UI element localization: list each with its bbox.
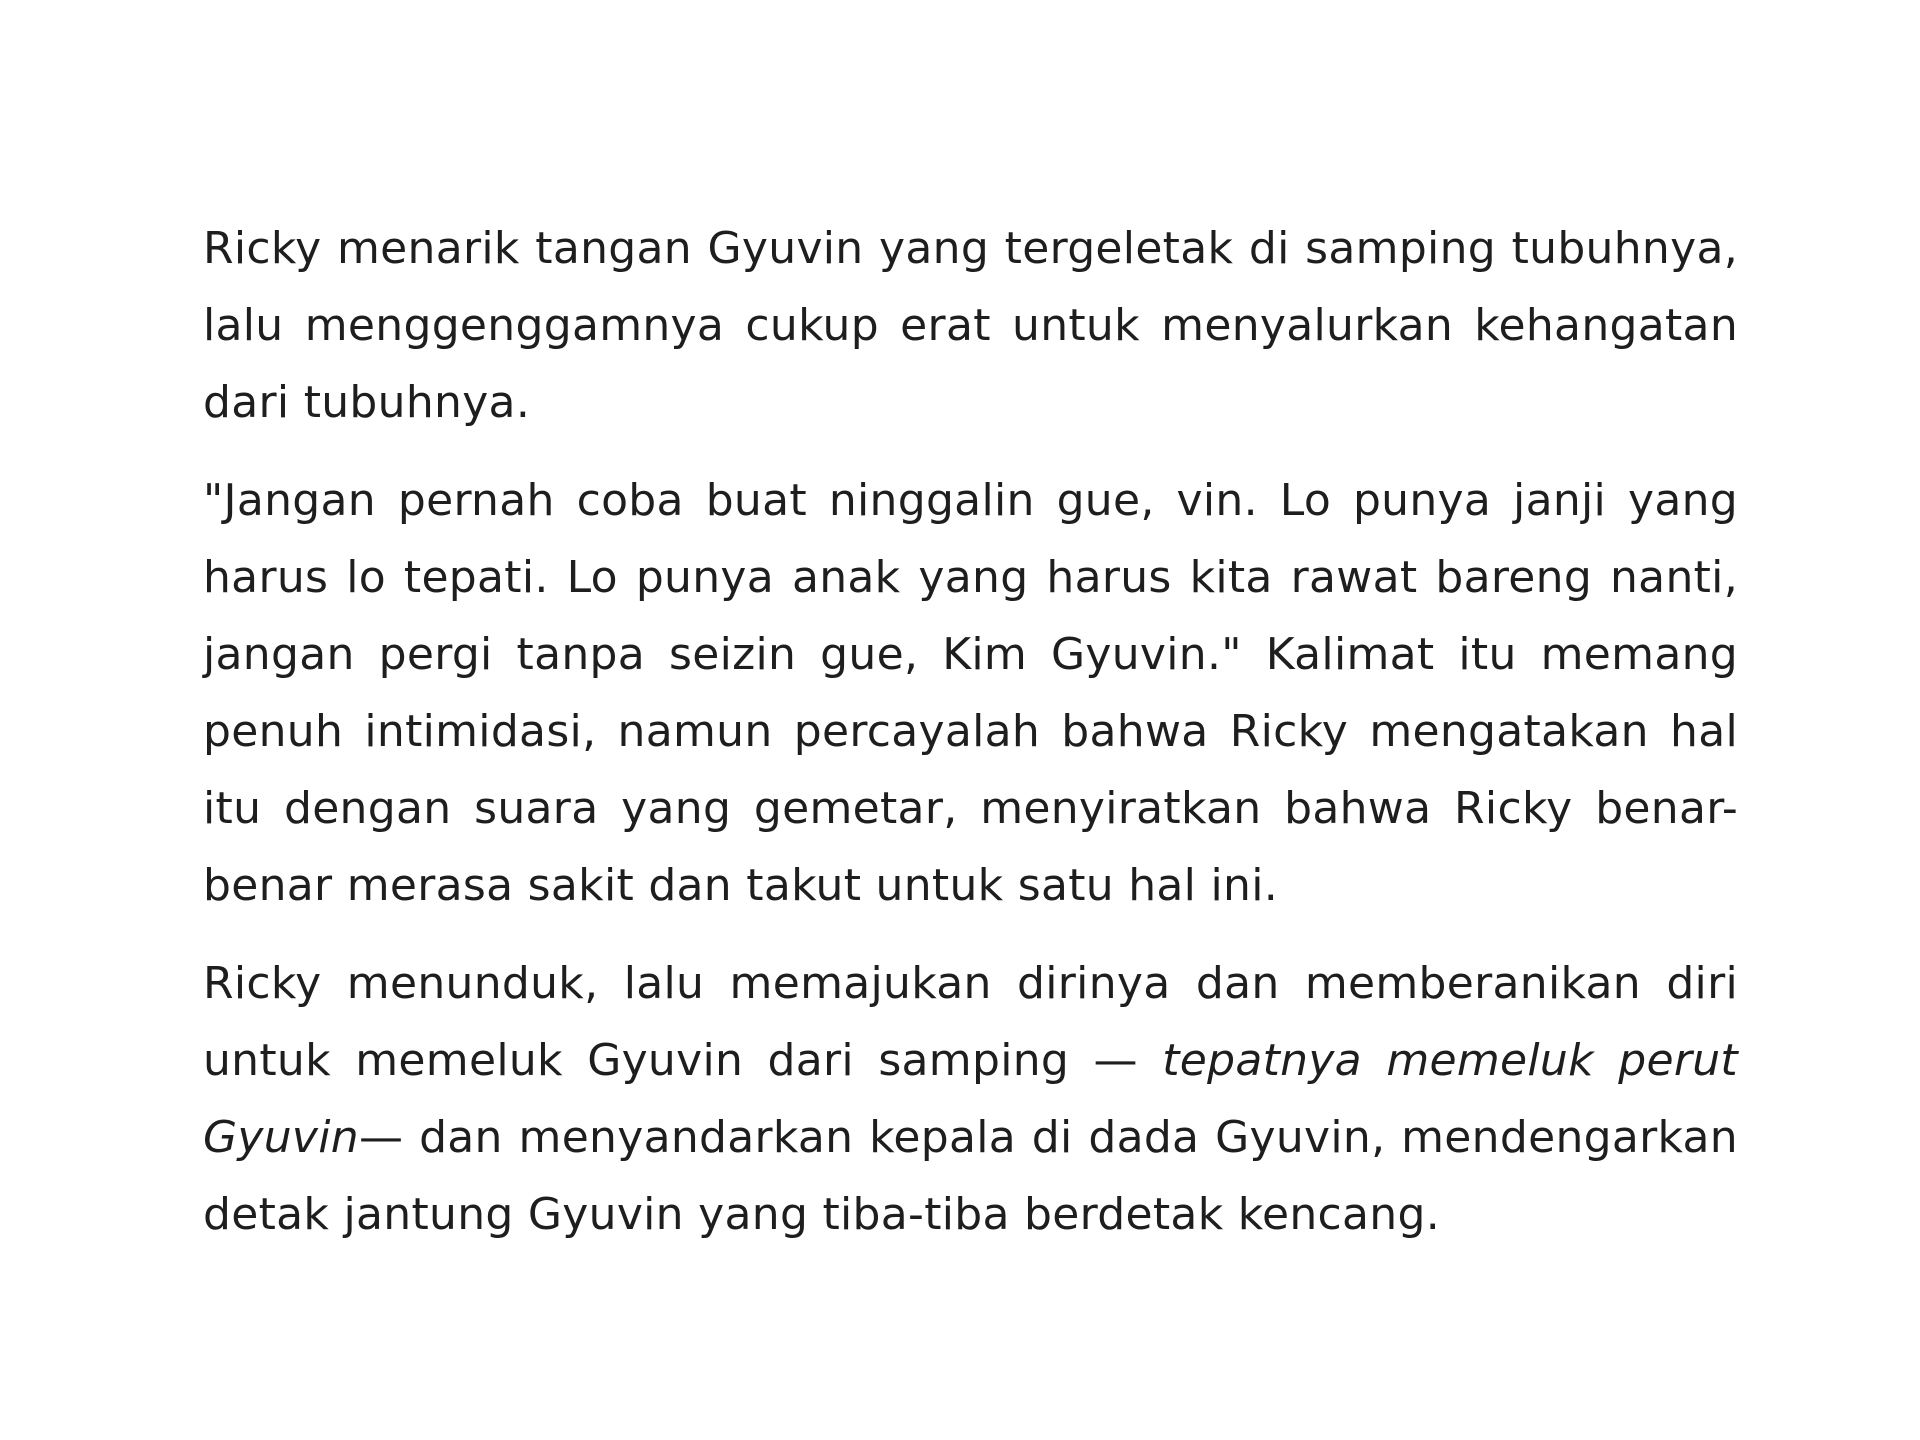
paragraph-3-italic-text: tepatnya memeluk perut Gyuvin (203, 1035, 1738, 1163)
paragraph-3 (203, 945, 1738, 1253)
document-page (203, 210, 1738, 1274)
paragraph-1: Ricky menarik tangan Gyuvin yang tergeletak di samping tubuhnya, lalu menggenggamnya cukup erat untuk menyalurkan kehangatan dari tubuhnya. (203, 223, 1738, 428)
paragraph-2: "Jangan pernah coba buat ninggalin gue, vin. Lo punya janji yang harus lo tepati. Lo punya anak yang harus kita rawat bareng nanti, jangan pergi tanpa seizin gue, Kim Gyuvin." Kalimat itu memang penuh intimidasi, namun percayalah bahwa Ricky mengatakan hal itu dengan suara yang gemetar, menyiratkan bahwa Ricky benar-benar merasa sakit dan takut untuk satu hal ini. (203, 475, 1738, 911)
paragraph-3-text-start: Ricky menunduk, lalu memajukan dirinya dan memberanikan diri untuk memeluk Gyuvin dari samping — (203, 958, 1738, 1086)
paragraph-3-text-end: — dan menyandarkan kepala di dada Gyuvin, mendengarkan detak jantung Gyuvin yang tiba-tiba berdetak kencang. (203, 1112, 1738, 1240)
